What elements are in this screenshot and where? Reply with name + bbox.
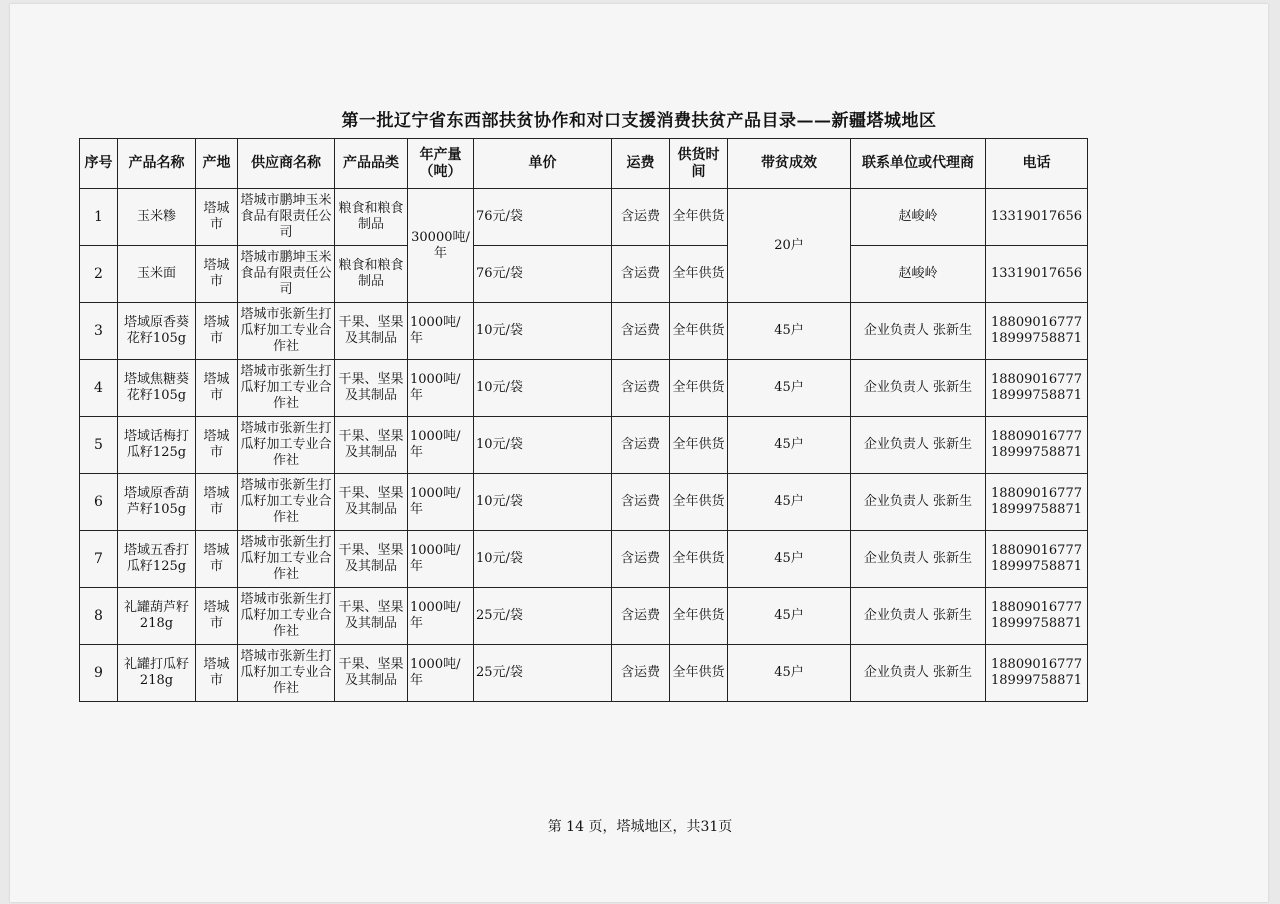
cell-effect: 45户 [728, 474, 851, 531]
header-seq: 序号 [80, 139, 118, 189]
cell-price: 76元/袋 [474, 189, 612, 246]
cell-category: 干果、坚果及其制品 [335, 303, 408, 360]
header-price: 单价 [474, 139, 612, 189]
cell-output: 1000吨/年 [408, 588, 474, 645]
cell-shipping: 含运费 [612, 417, 670, 474]
header-period: 供货时间 [670, 139, 728, 189]
cell-seq: 9 [80, 645, 118, 702]
cell-shipping: 含运费 [612, 645, 670, 702]
cell-phone: 18809016777 18999758871 [986, 303, 1088, 360]
cell-contact: 企业负责人 张新生 [851, 417, 986, 474]
cell-seq: 2 [80, 246, 118, 303]
cell-name: 礼罐葫芦籽218g [118, 588, 196, 645]
cell-origin: 塔城市 [196, 588, 238, 645]
cell-origin: 塔城市 [196, 531, 238, 588]
cell-seq: 7 [80, 531, 118, 588]
cell-category: 粮食和粮食制品 [335, 246, 408, 303]
header-name: 产品名称 [118, 139, 196, 189]
cell-phone: 13319017656 [986, 189, 1088, 246]
cell-category: 干果、坚果及其制品 [335, 417, 408, 474]
cell-effect: 45户 [728, 360, 851, 417]
cell-effect: 45户 [728, 531, 851, 588]
cell-supplier: 塔城市张新生打瓜籽加工专业合作社 [238, 417, 335, 474]
cell-category: 干果、坚果及其制品 [335, 645, 408, 702]
cell-period: 全年供货 [670, 645, 728, 702]
header-origin: 产地 [196, 139, 238, 189]
cell-seq: 6 [80, 474, 118, 531]
cell-period: 全年供货 [670, 474, 728, 531]
cell-contact: 企业负责人 张新生 [851, 474, 986, 531]
cell-contact: 赵峻岭 [851, 189, 986, 246]
cell-name: 塔域原香葵花籽105g [118, 303, 196, 360]
cell-output: 1000吨/年 [408, 360, 474, 417]
cell-supplier: 塔城市张新生打瓜籽加工专业合作社 [238, 531, 335, 588]
table-row [80, 474, 1088, 531]
cell-origin: 塔城市 [196, 303, 238, 360]
cell-shipping: 含运费 [612, 474, 670, 531]
cell-output: 1000吨/年 [408, 645, 474, 702]
cell-price: 10元/袋 [474, 531, 612, 588]
cell-effect: 45户 [728, 303, 851, 360]
cell-contact: 企业负责人 张新生 [851, 360, 986, 417]
header-effect: 带贫成效 [728, 139, 851, 189]
cell-origin: 塔城市 [196, 189, 238, 246]
page-title: 第一批辽宁省东西部扶贫协作和对口支援消费扶贫产品目录——新疆塔城地区 [341, 111, 937, 131]
cell-effect: 45户 [728, 645, 851, 702]
cell-effect: 45户 [728, 417, 851, 474]
cell-seq: 5 [80, 417, 118, 474]
cell-shipping: 含运费 [612, 531, 670, 588]
cell-category: 干果、坚果及其制品 [335, 360, 408, 417]
cell-seq: 8 [80, 588, 118, 645]
cell-price: 10元/袋 [474, 303, 612, 360]
cell-shipping: 含运费 [612, 303, 670, 360]
cell-output: 1000吨/年 [408, 303, 474, 360]
cell-supplier: 塔城市鹏坤玉米食品有限责任公司 [238, 189, 335, 246]
cell-phone: 18809016777 18999758871 [986, 417, 1088, 474]
cell-category: 干果、坚果及其制品 [335, 531, 408, 588]
cell-category: 粮食和粮食制品 [335, 189, 408, 246]
cell-effect: 45户 [728, 588, 851, 645]
cell-period: 全年供货 [670, 189, 728, 246]
cell-origin: 塔城市 [196, 474, 238, 531]
table-row [80, 645, 1088, 702]
cell-shipping: 含运费 [612, 588, 670, 645]
table-row [80, 189, 1088, 246]
cell-name: 塔域五香打瓜籽125g [118, 531, 196, 588]
header-output: 年产量（吨） [408, 139, 474, 189]
cell-phone: 18809016777 18999758871 [986, 531, 1088, 588]
cell-contact: 企业负责人 张新生 [851, 531, 986, 588]
header-shipping: 运费 [612, 139, 670, 189]
header-phone: 电话 [986, 139, 1088, 189]
cell-period: 全年供货 [670, 360, 728, 417]
table-row [80, 417, 1088, 474]
cell-phone: 18809016777 18999758871 [986, 588, 1088, 645]
cell-price: 10元/袋 [474, 417, 612, 474]
cell-shipping: 含运费 [612, 189, 670, 246]
cell-period: 全年供货 [670, 588, 728, 645]
cell-origin: 塔城市 [196, 360, 238, 417]
cell-price: 10元/袋 [474, 474, 612, 531]
cell-price: 25元/袋 [474, 645, 612, 702]
cell-supplier: 塔城市张新生打瓜籽加工专业合作社 [238, 588, 335, 645]
cell-effect: 20户 [728, 189, 851, 303]
header-supplier: 供应商名称 [238, 139, 335, 189]
table-row [80, 246, 1088, 303]
cell-shipping: 含运费 [612, 246, 670, 303]
cell-name: 礼罐打瓜籽218g [118, 645, 196, 702]
cell-output: 1000吨/年 [408, 531, 474, 588]
product-table [79, 138, 1088, 702]
cell-name: 塔域话梅打瓜籽125g [118, 417, 196, 474]
cell-period: 全年供货 [670, 531, 728, 588]
cell-phone: 18809016777 18999758871 [986, 645, 1088, 702]
cell-price: 10元/袋 [474, 360, 612, 417]
cell-phone: 18809016777 18999758871 [986, 360, 1088, 417]
table-header-row [80, 139, 1088, 189]
cell-seq: 1 [80, 189, 118, 246]
cell-seq: 4 [80, 360, 118, 417]
cell-shipping: 含运费 [612, 360, 670, 417]
cell-period: 全年供货 [670, 303, 728, 360]
table-row [80, 303, 1088, 360]
cell-output: 30000吨/年 [408, 189, 474, 303]
cell-period: 全年供货 [670, 417, 728, 474]
cell-output: 1000吨/年 [408, 417, 474, 474]
cell-price: 25元/袋 [474, 588, 612, 645]
header-contact: 联系单位或代理商 [851, 139, 986, 189]
cell-supplier: 塔城市张新生打瓜籽加工专业合作社 [238, 303, 335, 360]
cell-supplier: 塔城市鹏坤玉米食品有限责任公司 [238, 246, 335, 303]
table-row [80, 588, 1088, 645]
cell-phone: 13319017656 [986, 246, 1088, 303]
cell-price: 76元/袋 [474, 246, 612, 303]
cell-output: 1000吨/年 [408, 474, 474, 531]
cell-origin: 塔城市 [196, 417, 238, 474]
cell-name: 玉米糁 [118, 189, 196, 246]
cell-origin: 塔城市 [196, 645, 238, 702]
header-category: 产品品类 [335, 139, 408, 189]
cell-period: 全年供货 [670, 246, 728, 303]
page-footer: 第 14 页，塔城地区，共31页 [547, 819, 733, 835]
table-row [80, 531, 1088, 588]
cell-origin: 塔城市 [196, 246, 238, 303]
cell-name: 塔域焦糖葵花籽105g [118, 360, 196, 417]
table-row [80, 360, 1088, 417]
cell-category: 干果、坚果及其制品 [335, 474, 408, 531]
cell-seq: 3 [80, 303, 118, 360]
cell-supplier: 塔城市张新生打瓜籽加工专业合作社 [238, 360, 335, 417]
cell-phone: 18809016777 18999758871 [986, 474, 1088, 531]
cell-supplier: 塔城市张新生打瓜籽加工专业合作社 [238, 645, 335, 702]
cell-contact: 赵峻岭 [851, 246, 986, 303]
cell-category: 干果、坚果及其制品 [335, 588, 408, 645]
cell-contact: 企业负责人 张新生 [851, 303, 986, 360]
cell-name: 塔域原香葫芦籽105g [118, 474, 196, 531]
cell-contact: 企业负责人 张新生 [851, 645, 986, 702]
cell-name: 玉米面 [118, 246, 196, 303]
cell-contact: 企业负责人 张新生 [851, 588, 986, 645]
cell-supplier: 塔城市张新生打瓜籽加工专业合作社 [238, 474, 335, 531]
